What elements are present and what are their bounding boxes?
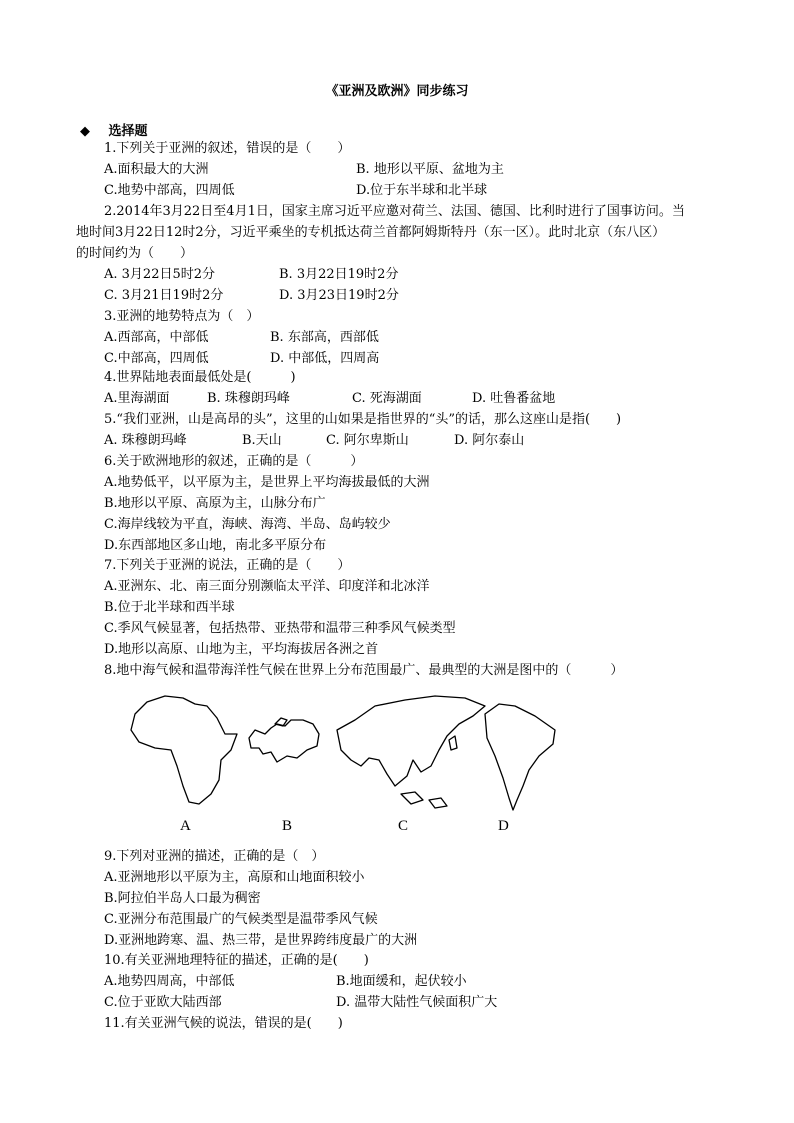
map-label: A	[180, 818, 191, 834]
question-stem: 6.关于欧洲地形的叙述，正确的是（ ）	[104, 454, 364, 469]
question-stem: 5.“我们亚洲，山是高昂的头”，这里的山如果是指世界的“头”的话，那么这座山是指( )	[104, 412, 622, 427]
question-option: D.地形以高原、山地为主，平均海拔居各洲之首	[104, 642, 379, 657]
question-option: C.季风气候显著，包括热带、亚热带和温带三种季风气候类型	[104, 621, 456, 636]
question-option: D. 阿尔泰山	[454, 433, 525, 448]
question-option: C.中部高，四周低	[104, 351, 209, 366]
question-option: D. 中部低，四周高	[270, 351, 380, 366]
question-option: D. 温带大陆性气候面积广大	[336, 995, 498, 1010]
question-option: A.西部高，中部低	[104, 330, 209, 345]
question-stem: 7.下列关于亚洲的说法，正确的是（ ）	[104, 558, 351, 573]
asia-outline-icon	[337, 696, 485, 786]
question-option: B. 地形以平原、盆地为主	[356, 162, 504, 177]
question-option: C.海岸线较为平直，海峡、海湾、半岛、岛屿较少	[104, 517, 391, 532]
question-option: C.亚洲分布范围最广的气候类型是温带季风气候	[104, 912, 378, 927]
page-title: 《亚洲及欧洲》同步练习	[325, 84, 469, 99]
question-stem: 地时间3月22日12时2分，习近平乘坐的专机抵达荷兰首都阿姆斯特丹（东一区）。此时北京（东八区）	[76, 225, 666, 240]
question-option: B. 东部高，西部低	[270, 330, 379, 345]
question-stem: 4.世界陆地表面最低处是( )	[104, 370, 296, 385]
question-stem: 11.有关亚洲气候的说法，错误的是( )	[104, 1016, 343, 1031]
question-stem: 2.2014年3月22日至4月1日，国家主席习近平应邀对荷兰、法国、德国、比利时进行了国事访问。当	[104, 204, 685, 219]
question-option: A.地势四周高，中部低	[104, 974, 235, 989]
question-stem: 3.亚洲的地势特点为（ ）	[104, 309, 260, 324]
continent-maps	[125, 690, 565, 820]
question-option: B.地形以平原、高原为主，山脉分布广	[104, 496, 326, 511]
question-option: D. 3月23日19时2分	[279, 288, 399, 303]
africa-outline-icon	[131, 696, 237, 804]
asia-island-icon	[429, 798, 447, 808]
map-label: B	[282, 818, 293, 834]
europe-outline-icon	[249, 720, 319, 762]
asia-island-icon	[449, 736, 457, 750]
question-option: A.亚洲东、北、南三面分别濒临太平洋、印度洋和北冰洋	[104, 579, 430, 594]
question-option: D.亚洲地跨寒、温、热三带，是世界跨纬度最广的大洲	[104, 933, 418, 948]
question-option: B.阿拉伯半岛人口最为稠密	[104, 891, 261, 906]
question-option: A.地势低平，以平原为主，是世界上平均海拔最低的大洲	[104, 475, 430, 490]
question-option: C. 3月21日19时2分	[104, 288, 224, 303]
question-option: D.位于东半球和北半球	[356, 183, 488, 198]
question-option: D. 吐鲁番盆地	[472, 391, 556, 406]
map-label: D	[498, 818, 509, 834]
question-stem: 10.有关亚洲地理特征的描述，正确的是( )	[104, 953, 369, 968]
question-option: B.天山	[242, 433, 282, 448]
section-heading	[80, 120, 148, 139]
question-stem: 8.地中海气候和温带海洋性气候在世界上分布范围最广、最典型的大洲是图中的（ ）	[104, 663, 624, 678]
south-america-outline-icon	[485, 704, 555, 810]
asia-island-icon	[401, 792, 423, 804]
question-option: A. 珠穆朗玛峰	[104, 433, 187, 448]
diamond-bullet-icon: ◆	[80, 124, 90, 139]
map-label: C	[398, 818, 409, 834]
question-option: C.位于亚欧大陆西部	[104, 995, 222, 1010]
question-option: A.亚洲地形以平原为主，高原和山地面积较小	[104, 870, 365, 885]
section-label: 选择题	[108, 124, 148, 139]
question-option: B.地面缓和，起伏较小	[336, 974, 467, 989]
question-option: B.位于北半球和西半球	[104, 600, 235, 615]
question-option: D.东西部地区多山地，南北多平原分布	[104, 538, 327, 553]
question-option: B. 3月22日19时2分	[279, 267, 399, 282]
question-option: C.地势中部高，四周低	[104, 183, 235, 198]
question-option: C. 死海湖面	[352, 391, 422, 406]
question-option: B. 珠穆朗玛峰	[207, 391, 290, 406]
question-option: A.里海湖面	[104, 391, 170, 406]
question-stem: 9.下列对亚洲的描述，正确的是（ ）	[104, 849, 325, 864]
question-stem: 1.下列关于亚洲的叙述，错误的是（ ）	[104, 141, 351, 156]
question-option: C. 阿尔卑斯山	[326, 433, 409, 448]
question-option: A.面积最大的大洲	[104, 162, 209, 177]
question-stem: 的时间约为（ ）	[76, 246, 194, 261]
question-option: A. 3月22日5时2分	[104, 267, 216, 282]
